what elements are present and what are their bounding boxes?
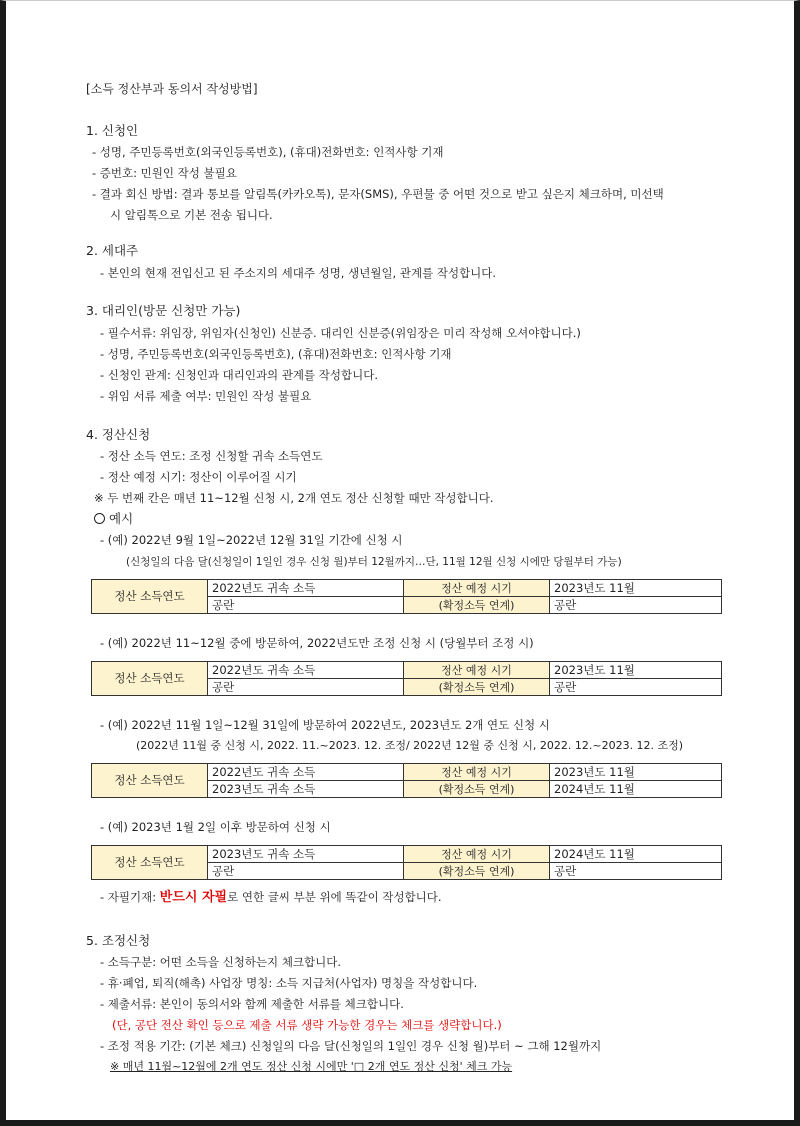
- example-4-line: - (예) 2023년 1월 2일 이후 방문하여 신청 시: [100, 820, 331, 834]
- example-2-table: [91, 661, 722, 696]
- section-1-line: 시 알림톡으로 기본 전송 됩니다.: [110, 208, 273, 222]
- example-4-table: [91, 845, 722, 880]
- example-1-line: - (예) 2022년 9월 1일~2022년 12월 31일 기간에 신청 시: [100, 533, 403, 547]
- example-1-note: (신청일의 다음 달(신청일이 1일인 경우 신청 월)부터 12월까지…단, 11월 12월 신청 시에만 당월부터 가능): [126, 556, 622, 568]
- section-5-period-line: - 조정 적용 기간: (기본 체크) 신청일의 다음 달(신청일의 1일인 경우 신청 월)부터 ~ 그해 12월까지: [100, 1039, 602, 1053]
- year-cell: 공란: [208, 597, 404, 614]
- schedule-label-cell: 정산 예정 시기: [404, 764, 550, 781]
- schedule-cell: 2024년도 11월: [550, 781, 722, 798]
- schedule-label-cell: (확정소득 연계): [404, 863, 550, 880]
- signature-prefix: - 자필기재:: [100, 890, 160, 904]
- signature-emphasis: 반드시 자필: [159, 890, 228, 905]
- example-3-note: (2022년 11월 중 신청 시, 2022. 11.~2023. 12. 조정/ 2022년 12월 중 신청 시, 2022. 12.~2023. 12. 조정): [136, 739, 684, 752]
- section-4-heading: 4. 정산신청: [86, 427, 151, 442]
- example-heading-label: 예시: [109, 511, 134, 526]
- section-5-red-note: (단, 공단 전산 확인 등으로 제출 서류 생략 가능한 경우는 체크를 생략합니다.): [112, 1018, 502, 1032]
- example-2-line: - (예) 2022년 11~12월 중에 방문하여, 2022년도만 조정 신청 시 (당월부터 조정 시): [100, 636, 534, 650]
- year-cell: 공란: [208, 863, 404, 880]
- schedule-label-cell: 정산 예정 시기: [404, 580, 550, 597]
- section-3-line: - 위임 서류 제출 여부: 민원인 작성 불필요: [100, 389, 312, 403]
- schedule-label-cell: 정산 예정 시기: [404, 662, 550, 679]
- schedule-label-cell: (확정소득 연계): [404, 781, 550, 798]
- section-1-heading: 1. 신청인: [86, 123, 139, 138]
- schedule-label-cell: (확정소득 연계): [404, 597, 550, 614]
- year-cell: 2022년도 귀속 소득: [208, 764, 404, 781]
- section-1-line: - 성명, 주민등록번호(외국인등록번호), (휴대)전화번호: 인적사항 기재: [92, 145, 444, 159]
- schedule-label-cell: 정산 예정 시기: [404, 846, 550, 863]
- example-3-line: - (예) 2022년 11월 1일~12월 31일에 방문하여 2022년도, 2023년도 2개 연도 신청 시: [100, 718, 550, 732]
- schedule-cell: 2024년도 11월: [550, 846, 722, 863]
- schedule-label-cell: (확정소득 연계): [404, 679, 550, 696]
- section-1-line: - 결과 회신 방법: 결과 통보를 알림톡(카카오톡), 문자(SMS), 우편물 중 어떤 것으로 받고 싶은지 체크하며, 미선택: [92, 187, 664, 201]
- section-4-note: ※ 두 번째 칸은 매년 11~12월 신청 시, 2개 연도 정산 신청할 때만 작성합니다.: [94, 491, 494, 505]
- section-5-heading: 5. 조정신청: [86, 933, 151, 948]
- section-5-line: - 휴·폐업, 퇴직(해촉) 사업장 명칭: 소득 지급처(사업자) 명칭을 작성합니다.: [100, 976, 478, 990]
- signature-suffix: 로 연한 글씨 부분 위에 똑같이 작성합니다.: [227, 890, 442, 904]
- section-3-line: - 성명, 주민등록번호(외국인등록번호), (휴대)전화번호: 인적사항 기재: [100, 347, 452, 361]
- label-cell: 정산 소득연도: [92, 764, 208, 798]
- label-cell: 정산 소득연도: [92, 580, 208, 614]
- year-cell: 2022년도 귀속 소득: [208, 662, 404, 679]
- section-2-line: - 본인의 현재 전입신고 된 주소지의 세대주 성명, 생년월일, 관계를 작성합니다.: [100, 266, 497, 280]
- section-1-line: - 증번호: 민원인 작성 불필요: [92, 166, 237, 180]
- section-5-line: - 소득구분: 어떤 소득을 신청하는지 체크합니다.: [100, 955, 342, 969]
- schedule-cell: 2023년도 11월: [550, 764, 722, 781]
- example-3-table: [91, 763, 722, 798]
- section-3-line: - 신청인 관계: 신청인과 대리인과의 관계를 작성합니다.: [100, 368, 379, 382]
- year-cell: 공란: [208, 679, 404, 696]
- schedule-cell: 공란: [550, 679, 722, 696]
- label-cell: 정산 소득연도: [92, 662, 208, 696]
- circle-icon: [94, 513, 105, 524]
- section-5-line: - 제출서류: 본인이 동의서와 함께 제출한 서류를 체크합니다.: [100, 997, 404, 1011]
- schedule-cell: 2023년도 11월: [550, 580, 722, 597]
- section-3-heading: 3. 대리인(방문 신청만 가능): [86, 303, 241, 318]
- label-cell: 정산 소득연도: [92, 846, 208, 880]
- example-heading: [94, 511, 133, 527]
- schedule-cell: 공란: [550, 863, 722, 880]
- section-4-line: - 정산 예정 시기: 정산이 이루어질 시기: [100, 470, 297, 484]
- schedule-cell: 공란: [550, 597, 722, 614]
- section-3-line: - 필수서류: 위임장, 위임자(신청인) 신분증. 대리인 신분증(위임장은 미리 작성해 오셔야합니다.): [100, 326, 581, 340]
- schedule-cell: 2023년도 11월: [550, 662, 722, 679]
- section-2-heading: 2. 세대주: [86, 243, 139, 258]
- year-cell: 2023년도 귀속 소득: [208, 846, 404, 863]
- signature-instruction: [100, 889, 442, 906]
- section-4-line: - 정산 소득 연도: 조정 신청할 귀속 소득연도: [100, 449, 323, 463]
- document-title: [소득 정산부과 동의서 작성방법]: [86, 82, 258, 96]
- example-1-table: [91, 579, 722, 614]
- section-5-final-note: ※ 매년 11월~12월에 2개 연도 정산 신청 시에만 '□ 2개 연도 정산 신청' 체크 가능: [110, 1060, 513, 1073]
- year-cell: 2023년도 귀속 소득: [208, 781, 404, 798]
- year-cell: 2022년도 귀속 소득: [208, 580, 404, 597]
